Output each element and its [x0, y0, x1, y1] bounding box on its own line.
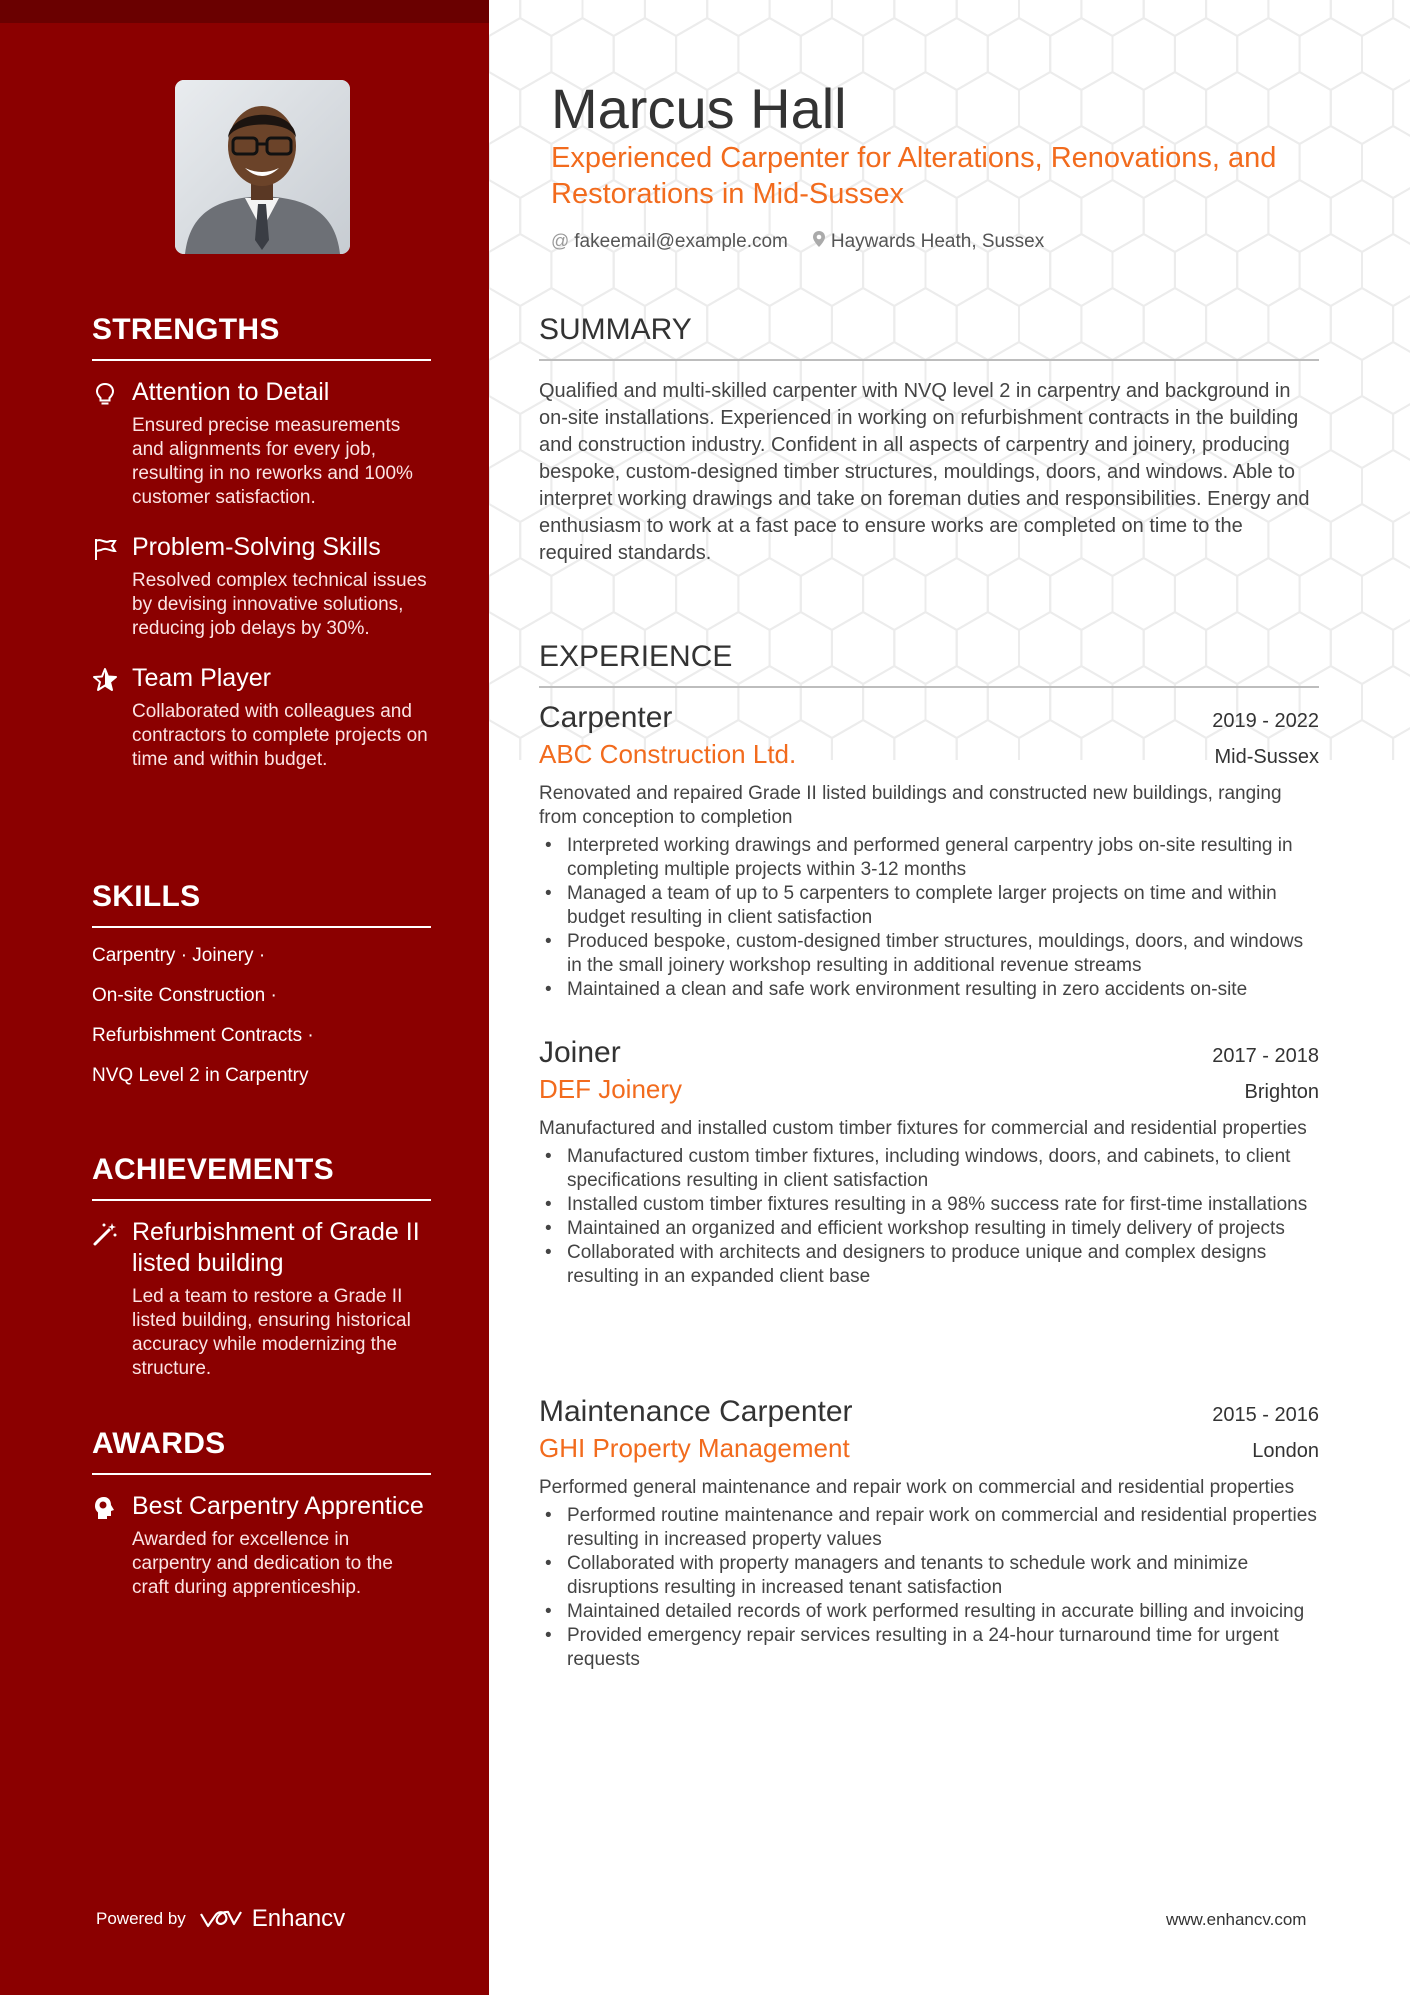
- strengths-title: STRENGTHS: [92, 313, 431, 361]
- job-description: Manufactured and installed custom timber fixtures for commercial and residential properties: [539, 1118, 1307, 1139]
- job-bullets: [539, 834, 1319, 1002]
- candidate-name: Marcus Hall: [551, 77, 847, 140]
- head-brain-icon: [92, 1495, 118, 1521]
- candidate-tagline: Experienced Carpenter for Alterations, Renovations, and Restorations in Mid-Sussex: [551, 142, 1277, 210]
- strength-desc: Resolved complex technical issues by devising innovative solutions, reducing job delays by 30%.: [132, 570, 427, 639]
- contact-email[interactable]: [551, 231, 788, 253]
- sidebar: [0, 0, 489, 1995]
- job-title: Joiner: [539, 1036, 621, 1069]
- summary-title: SUMMARY: [539, 313, 1319, 361]
- job-bullet: • Installed custom timber fixtures resulting in a 98% success rate for first-time installations: [539, 1193, 1319, 1217]
- strength-desc: Ensured precise measurements and alignments for every job, resulting in no reworks and 100% customer satisfaction.: [132, 415, 413, 508]
- powered-by-label: Powered by: [96, 1909, 186, 1928]
- job-bullet: • Maintained an organized and efficient workshop resulting in timely delivery of projects: [539, 1217, 1319, 1241]
- strength-item: [92, 532, 431, 641]
- job-title: Maintenance Carpenter: [539, 1395, 853, 1428]
- lightbulb-icon: [92, 381, 118, 407]
- job-dates: 2017 - 2018: [1212, 1045, 1319, 1067]
- at-icon: @: [551, 231, 570, 251]
- job-company: DEF Joinery: [539, 1074, 683, 1104]
- job-bullets: [539, 1504, 1319, 1672]
- strength-title: Attention to Detail: [132, 378, 330, 406]
- skills-list: [92, 944, 431, 1088]
- job-location: London: [1252, 1440, 1319, 1462]
- job-bullet: • Produced bespoke, custom-designed timber structures, mouldings, doors, and windows in the small joinery workshop resulting in additional revenue streams: [539, 930, 1319, 978]
- job-description: Performed general maintenance and repair work on commercial and residential properties: [539, 1477, 1295, 1498]
- skill-line: On-site Construction ·: [92, 985, 277, 1006]
- brand-name: Enhancv: [251, 1905, 346, 1932]
- location-text: Haywards Heath, Sussex: [830, 230, 1045, 252]
- job-bullet: • Collaborated with architects and designers to produce unique and complex designs resulting in an expanded client base: [539, 1241, 1319, 1289]
- job-bullet: • Manufactured custom timber fixtures, including windows, doors, and cabinets, to client specifications resulting in client satisfaction: [539, 1145, 1319, 1193]
- skills-title: SKILLS: [92, 880, 431, 928]
- site-url[interactable]: www.enhancv.com: [1166, 1910, 1307, 1929]
- achievement-desc: Led a team to restore a Grade II listed building, ensuring historical accuracy while modernizing the structure.: [132, 1286, 411, 1379]
- email-text: fakeemail@example.com: [574, 230, 788, 252]
- job-header: [539, 1036, 1319, 1070]
- star-icon: [92, 667, 118, 693]
- job-bullet: • Performed routine maintenance and repair work on commercial and residential properties resulting in increased property values: [539, 1504, 1319, 1552]
- contact-location: [812, 230, 1044, 253]
- awards-title: AWARDS: [92, 1427, 431, 1475]
- job-company: ABC Construction Ltd.: [539, 739, 797, 769]
- job-subheader: [539, 1433, 1319, 1464]
- job-bullet: • Maintained a clean and safe work environment resulting in zero accidents on-site: [539, 978, 1319, 1002]
- achievements-title: ACHIEVEMENTS: [92, 1153, 431, 1201]
- skill-line: Carpentry · Joinery ·: [92, 945, 266, 966]
- job-dates: 2019 - 2022: [1212, 710, 1319, 732]
- job-subheader: [539, 739, 1319, 770]
- award-desc: Awarded for excellence in carpentry and dedication to the craft during apprenticeship.: [132, 1529, 393, 1598]
- achievements-section: [92, 1153, 431, 1381]
- job-location: Brighton: [1244, 1081, 1319, 1103]
- job-title: Carpenter: [539, 701, 673, 734]
- award-title: Best Carpentry Apprentice: [132, 1492, 424, 1520]
- magic-wand-icon: [92, 1221, 118, 1247]
- sidebar-top-bar: [0, 0, 489, 23]
- job-header: [539, 1395, 1319, 1429]
- location-pin-icon: [812, 230, 826, 253]
- awards-section: [92, 1427, 431, 1600]
- achievement-title: Refurbishment of Grade II listed building: [132, 1218, 420, 1277]
- skill-line: Refurbishment Contracts ·: [92, 1025, 314, 1046]
- job-bullet: • Interpreted working drawings and performed general carpentry jobs on-site resulting in completing multiple projects within 3-12 months: [539, 834, 1319, 882]
- job-entry: [539, 1395, 1319, 1672]
- job-bullet: • Collaborated with property managers and tenants to schedule work and minimize disruptions resulting in increased tenant satisfaction: [539, 1552, 1319, 1600]
- brand-logo[interactable]: [198, 1905, 345, 1933]
- strength-desc: Collaborated with colleagues and contractors to complete projects on time and within budget.: [132, 701, 428, 770]
- job-bullet: • Managed a team of up to 5 carpenters to complete larger projects on time and within budget resulting in client satisfaction: [539, 882, 1319, 930]
- experience-title: EXPERIENCE: [539, 640, 1319, 688]
- job-company: GHI Property Management: [539, 1433, 850, 1463]
- strength-title: Team Player: [132, 664, 271, 692]
- strength-item: [92, 377, 431, 510]
- job-bullets: [539, 1145, 1319, 1289]
- summary-text: Qualified and multi-skilled carpenter with NVQ level 2 in carpentry and background in on-site installations. Experienced in working on refurbishment contracts in the building and construction industry. Confident in all aspects of carpentry and joinery, producing bespoke, custom-designed timber structures, mouldings, doors, and windows. Able to interpret working drawings and take on foreman duties and responsibilities. Energy and enthusiasm to work at a fast pace to ensure works are completed on time to the required standards.: [539, 380, 1310, 564]
- contact-info: [551, 230, 1068, 253]
- enhancv-logo-icon: [198, 1908, 244, 1930]
- job-description: Renovated and repaired Grade II listed buildings and constructed new buildings, ranging from conception to completion: [539, 783, 1282, 828]
- avatar: [175, 80, 350, 254]
- powered-by: [96, 1905, 345, 1933]
- skill-line: NVQ Level 2 in Carpentry: [92, 1065, 309, 1086]
- flag-icon: [92, 536, 118, 562]
- job-entry: [539, 701, 1319, 1002]
- skills-section: [92, 880, 431, 1088]
- achievement-item: [92, 1217, 431, 1381]
- strength-item: [92, 663, 431, 772]
- job-entry: [539, 1036, 1319, 1289]
- job-dates: 2015 - 2016: [1212, 1404, 1319, 1426]
- job-header: [539, 701, 1319, 735]
- job-location: Mid-Sussex: [1214, 746, 1319, 768]
- job-bullet: • Maintained detailed records of work performed resulting in accurate billing and invoicing: [539, 1600, 1319, 1624]
- job-subheader: [539, 1074, 1319, 1105]
- award-item: [92, 1491, 431, 1600]
- job-bullet: • Provided emergency repair services resulting in a 24-hour turnaround time for urgent requests: [539, 1624, 1319, 1672]
- strength-title: Problem-Solving Skills: [132, 533, 381, 561]
- strengths-section: [92, 313, 431, 772]
